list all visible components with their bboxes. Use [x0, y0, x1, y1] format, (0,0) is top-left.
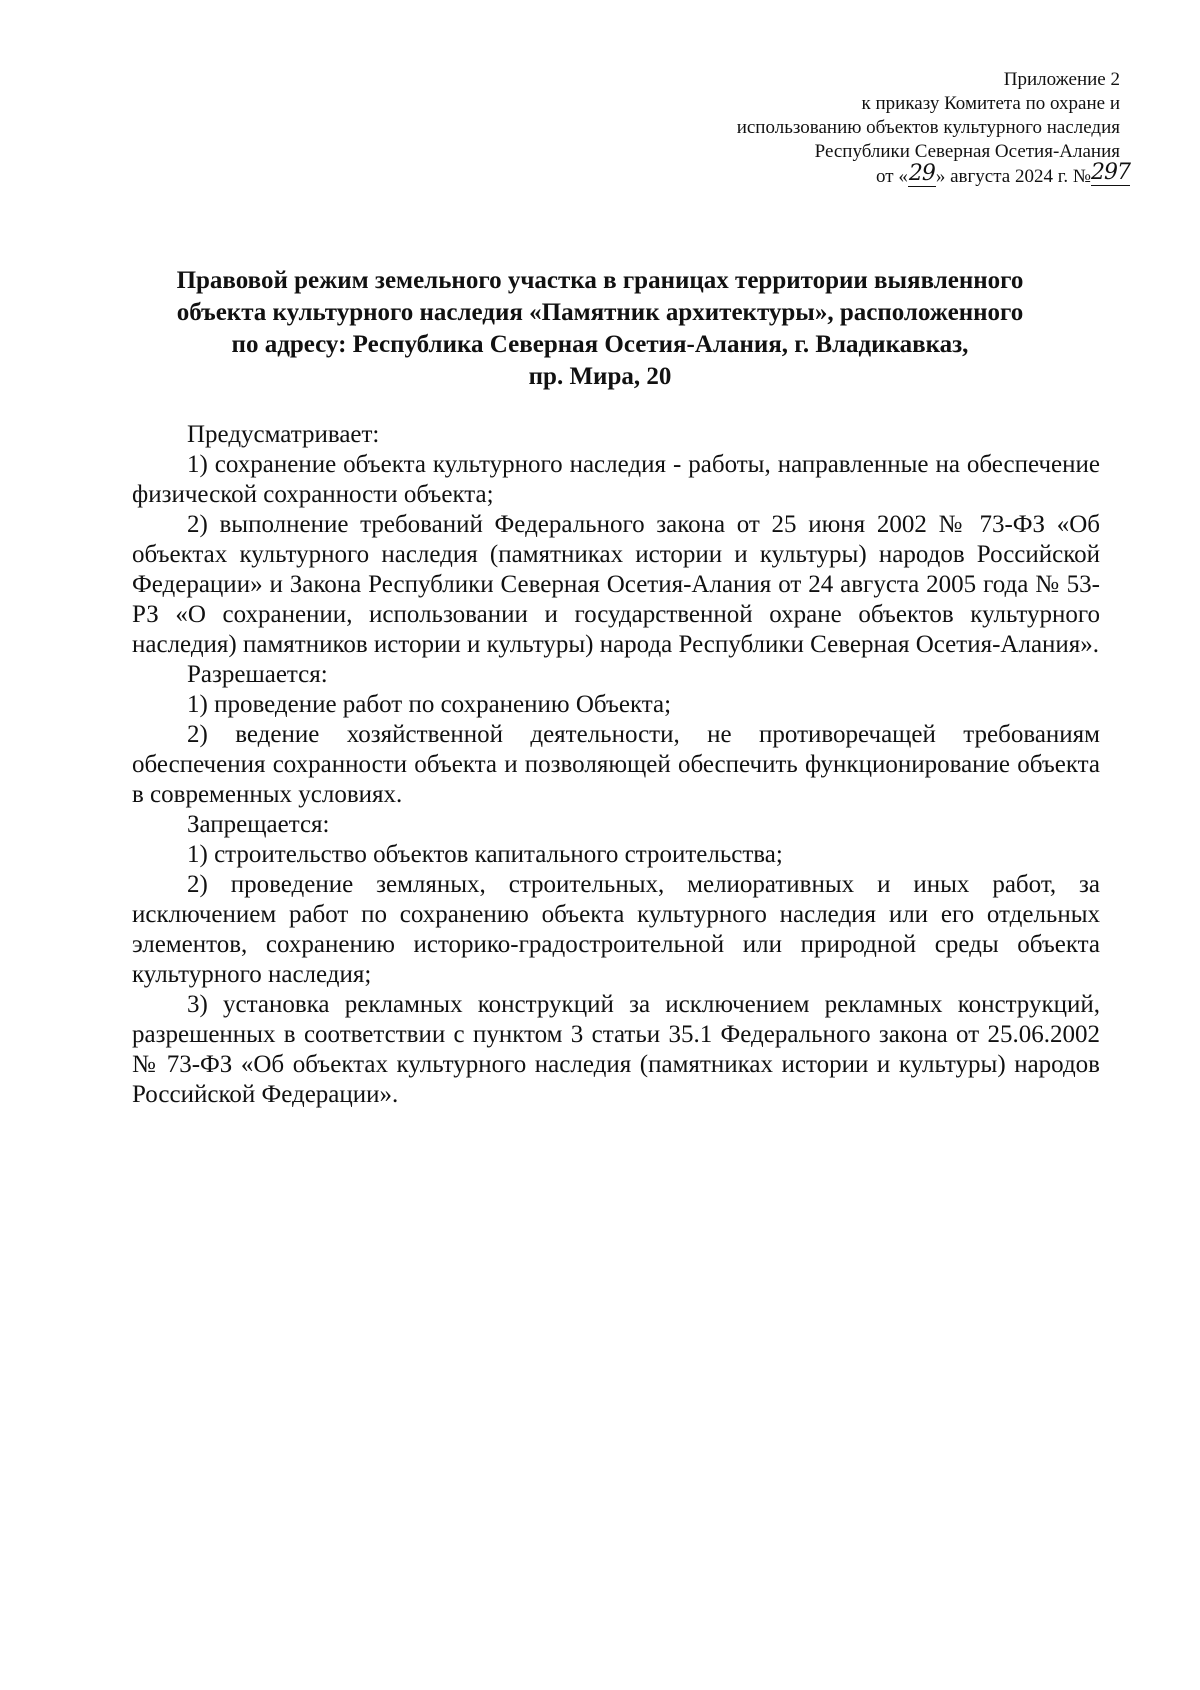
annex-title: Приложение 2 — [1003, 69, 1120, 90]
title-line-1: Правовой режим земельного участка в границах территории выявленного — [176, 267, 1024, 294]
annex-committee: использованию объектов культурного наследия — [736, 117, 1120, 138]
document-title — [120, 265, 1080, 393]
annex-order-ref: к приказу Комитета по охране и — [861, 93, 1120, 114]
provides-item-1: 1) сохранение объекта культурного наследия - работы, направленные на обеспечение физической сохранности объекта; — [132, 451, 1100, 508]
date-middle: » августа 2024 г. № — [935, 166, 1091, 187]
forbidden-item-3: 3) установка рекламных конструкций за исключением рекламных конструкций, разрешенных в соответствии с пунктом 3 статьи 35.1 Федерального закона от 25.06.2002 № 73-ФЗ «Об объектах культурного наследия (памятниках истории и культуры) народов Российской Федерации». — [132, 991, 1100, 1108]
annex-date-line — [560, 160, 1130, 189]
allowed-item-1: 1) проведение работ по сохранению Объекта; — [187, 691, 672, 718]
annex-republic: Республики Северная Осетия-Алания — [814, 141, 1120, 162]
title-line-2: объекта культурного наследия «Памятник архитектуры», расположенного — [176, 299, 1024, 326]
forbidden-item-1: 1) строительство объектов капитального строительства; — [187, 841, 783, 868]
document-body — [132, 420, 1100, 1110]
section-heading-allowed: Разрешается: — [187, 661, 328, 688]
section-heading-forbidden: Запрещается: — [187, 811, 330, 838]
annex-header — [560, 68, 1130, 189]
section-heading-provides: Предусматривает: — [187, 421, 380, 448]
date-day-handwritten: 29 — [908, 161, 935, 186]
provides-item-2: 2) выполнение требований Федерального закона от 25 июня 2002 № 73-ФЗ «Об объектах культурного наследия (памятниках истории и культуры) народов Российской Федерации» и Закона Республики Северная Осетия-Алания от 24 августа 2005 года № 53-РЗ «О сохранении, использовании и государственной охране объектов культурного наследия) памятников истории и культуры) народа Республики Северная Осетия-Алания». — [132, 511, 1100, 658]
title-line-4: пр. Мира, 20 — [528, 363, 672, 390]
date-prefix: от « — [876, 166, 908, 187]
title-line-3: по адресу: Республика Северная Осетия-Алания, г. Владикавказ, — [231, 331, 969, 358]
order-number-handwritten: 297 — [1091, 160, 1130, 185]
allowed-item-2: 2) ведение хозяйственной деятельности, не противоречащей требованиям обеспечения сохранности объекта и позволяющей обеспечить функционирование объекта в современных условиях. — [132, 721, 1100, 808]
forbidden-item-2: 2) проведение земляных, строительных, мелиоративных и иных работ, за исключением работ по сохранению объекта культурного наследия или его отдельных элементов, сохранению историко-градостроительной или природной среды объекта культурного наследия; — [132, 871, 1100, 988]
